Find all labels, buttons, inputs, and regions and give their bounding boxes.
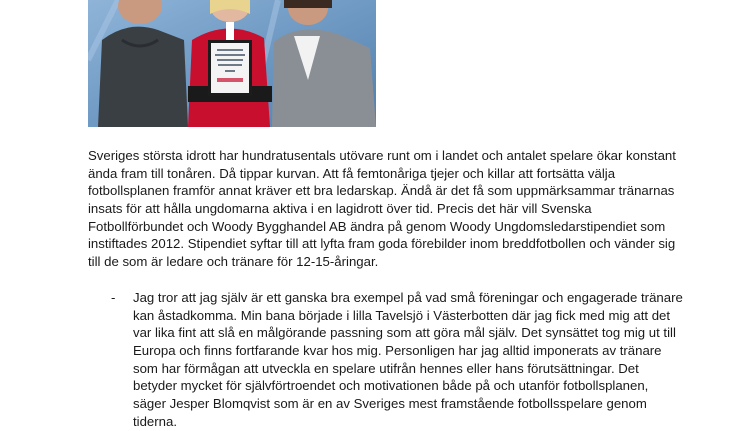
quote-paragraph (133, 289, 733, 431)
quote-line: betyder mycket för självförtroendet och motivationen både på och utanför fotbollsplanen, (133, 378, 649, 394)
quote-line: tiderna. (133, 413, 177, 429)
diploma-frame (208, 40, 252, 96)
quote-line: Jag tror att jag själv är ett ganska bra exempel på vad små föreningar och engagerade tränare (133, 290, 683, 305)
intro-line: Fotbollförbundet och Woody Bygghandel AB ändra på genom Woody Ungdomsledarstipendiet som (88, 218, 666, 234)
intro-line: insats för att hålla ungdomarna aktiva i en lagidrott över tid. Precis det här vill Svenska (88, 201, 592, 217)
intro-line: till de som är ledare och tränare för 12-15-åringar. (88, 254, 379, 270)
intro-line: Sveriges största idrott har hundratusentals utövare runt om i landet och antalet spelare ökar konstant (88, 148, 676, 163)
quote-bullet: - (111, 290, 116, 305)
intro-line: instiftades 2012. Stipendiet syftar till att lyfta fram goda förebilder inom breddfotbollen och vänder sig (88, 236, 676, 252)
quote-line: kan åstadkomma. Min bana började i lilla Tavelsjö i Västerbotten där jag fick med mig att det (133, 307, 671, 323)
intro-paragraph (88, 147, 676, 271)
award-photo-illustration (88, 0, 376, 127)
quote-line: Europa och finns fortfarande kvar hos mig. Personligen har jag alltid imponerats av tränare (133, 343, 662, 359)
quote-line: var lika fint att slå en målgörande passning som att göra mål själv. Det synsättet tog mig ut till (133, 325, 676, 341)
quote-line: säger Jesper Blomqvist som är en av Sveriges mest framstående fotbollsspelare genom (133, 396, 647, 412)
quote-line: som har förmågan att utveckla en spelare utifrån hennes eller hans förutsättningar. Det (133, 360, 639, 376)
intro-line: fotbollsplanen framför annat kräver ett bra ledarskap. Ändå är det få som uppmärksammar tränarnas (88, 183, 675, 199)
award-photo (88, 0, 376, 127)
intro-line: ända fram till tonåren. Då tippar kurvan. Att få femtonåriga tjejer och killar att fortsätta välja (88, 165, 616, 181)
